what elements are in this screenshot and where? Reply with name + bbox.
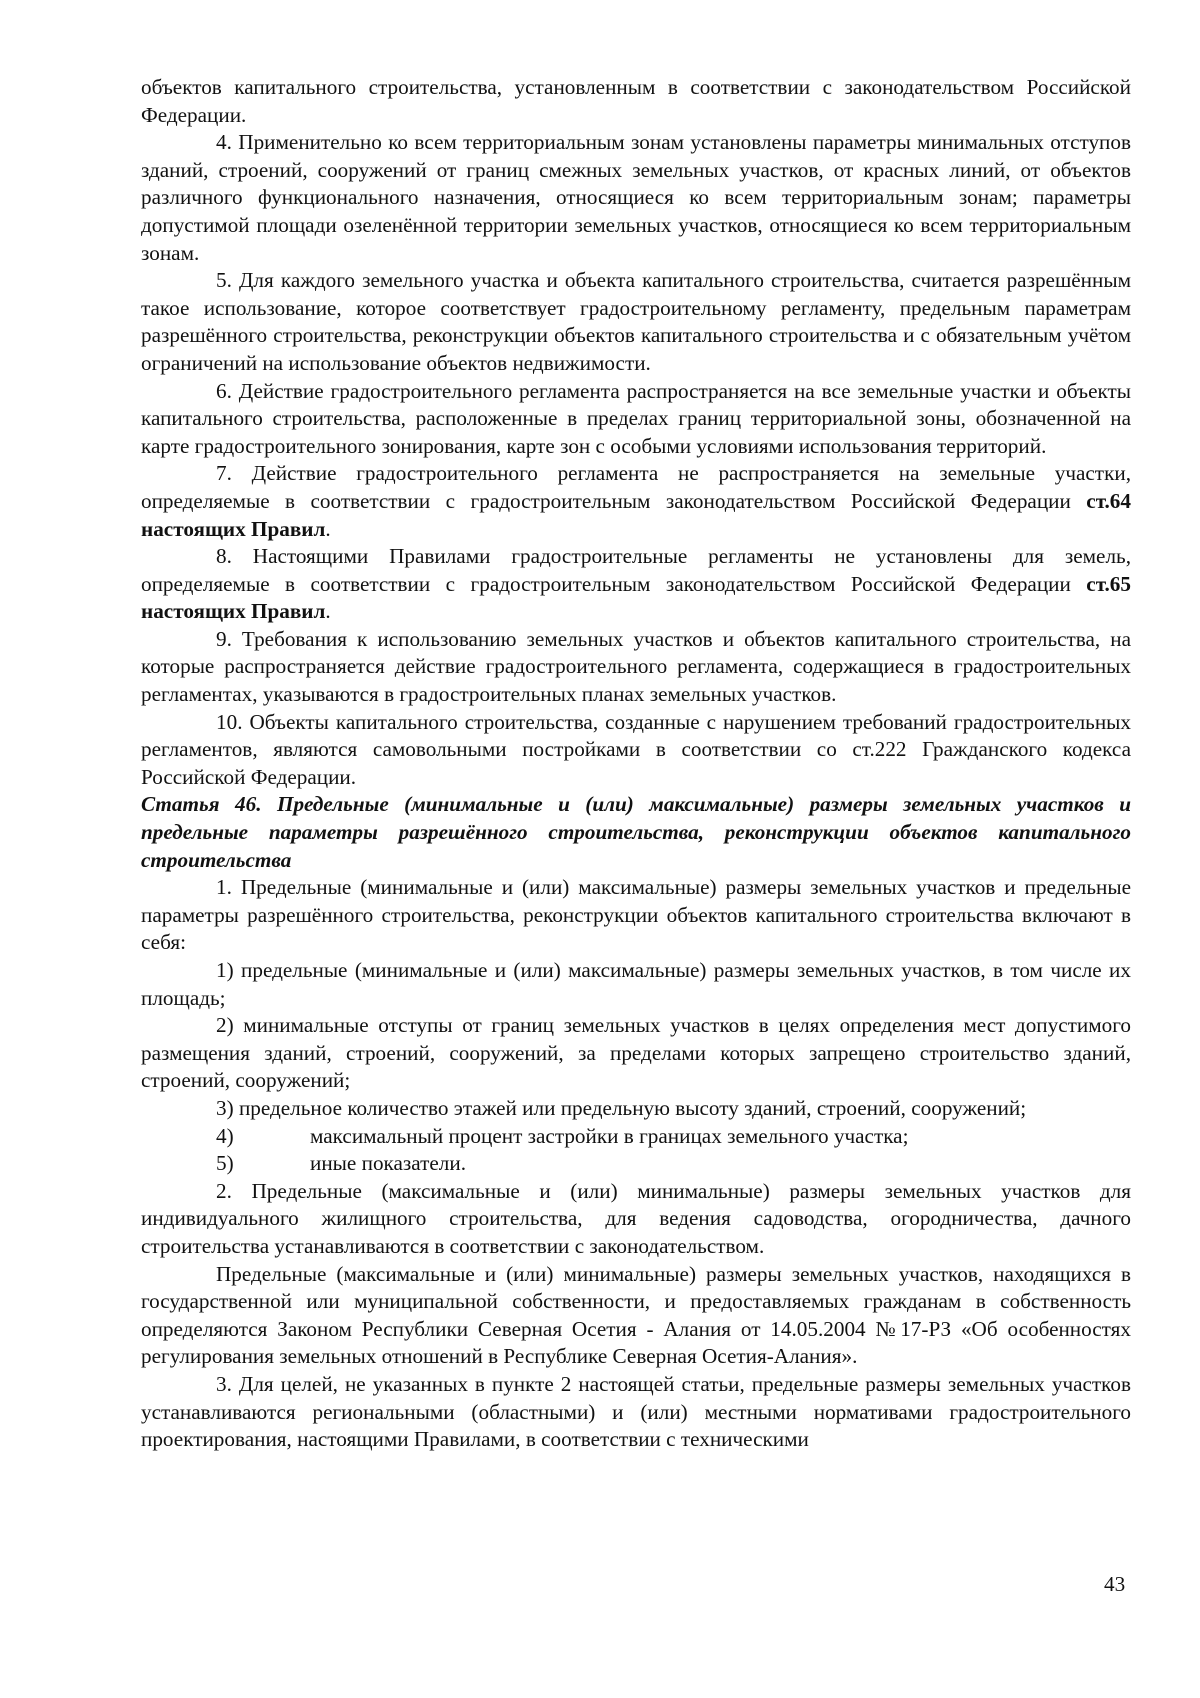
page-number: 43	[1104, 1572, 1126, 1596]
article-46-subitem-3: 3) предельное количество этажей или предельную высоту зданий, строений, сооружений;	[216, 1095, 1027, 1120]
paragraph-9: 9. Требования к использованию земельных участков и объектов капитального строительства, на которые распространяется действие градостроительного регламента, содержащиеся в градостроительных регламентах, указываются в градостроительных планах земельных участков.	[141, 626, 1131, 707]
paragraph-8	[141, 543, 1131, 626]
paragraph-8-text: 8. Настоящими Правилами градостроительные регламенты не установлены для земель, определяемые в соответствии с градостроительным законодательством Российской Федерации	[141, 544, 1131, 596]
paragraph-6: 6. Действие градостроительного регламента распространяется на все земельные участки и объекты капитального строительства, расположенные в пределах границ территориальной зоны, обозначенной на карте градостроительного зонирования, карте зон с особыми условиями использования территорий.	[141, 378, 1131, 458]
paragraph-7-text: 7. Действие градостроительного регламента не распространяется на земельные участки, определяемые в соответствии с градостроительным законодательством Российской Федерации	[141, 461, 1131, 513]
document-page	[141, 74, 1131, 1454]
article-46-item-2-continued: Предельные (максимальные и (или) минимальные) размеры земельных участков, находящихся в государственной или муниципальной собственности, и предоставляемых гражданам в собственность определяются Законом Республики Северная Осетия - Алания от 14.05.2004 №17-РЗ «Об особенностях регулирования земельных отношений в Республике Северная Осетия-Алания».	[141, 1261, 1131, 1369]
paragraph-4: 4. Применительно ко всем территориальным зонам установлены параметры минимальных отступов зданий, строений, сооружений от границ смежных земельных участков, от красных линий, от объектов различного функционального назначения, относящиеся ко всем территориальным зонам; параметры допустимой площади озеленённой территории земельных участков, относящиеся ко всем территориальным зонам.	[141, 130, 1131, 265]
paragraph-8-reference: ст.65 настоящих Правил	[141, 571, 1131, 624]
article-46-item-3: 3. Для целей, не указанных в пункте 2 настоящей статьи, предельные размеры земельных участков устанавливаются региональными (областными) и (или) местными нормативами градостроительного проектирования, настоящими Правилами, в соответствии с техническими	[141, 1371, 1131, 1452]
subitem-4-number: 4)	[216, 1123, 234, 1148]
paragraph-8-end: .	[325, 599, 331, 624]
paragraph-7-end: .	[325, 516, 331, 541]
article-46-subitem-1: 1) предельные (минимальные и (или) максимальные) размеры земельных участков, в том числе их площадь;	[141, 958, 1131, 1010]
paragraph-10: 10. Объекты капитального строительства, созданные с нарушением требований градостроительных регламентов, являются самовольными постройками в соответствии со ст.222 Гражданского кодекса Российской Федерации.	[141, 709, 1131, 789]
paragraph-5: 5. Для каждого земельного участка и объекта капитального строительства, считается разрешённым такое использование, которое соответствует градостроительному регламенту, предельным параметрам разрешённого строительства, реконструкции объектов капитального строительства и с обязательным учётом ограничений на использование объектов недвижимости.	[141, 268, 1131, 375]
article-46-item-1: 1. Предельные (минимальные и (или) максимальные) размеры земельных участков и предельные параметры разрешённого строительства, реконструкции объектов капитального строительства включают в себя:	[141, 875, 1131, 955]
article-46-subitem-5	[141, 1150, 1131, 1178]
article-46-subitem-4	[141, 1123, 1131, 1151]
article-46-heading: Статья 46. Предельные (минимальные и (или) максимальные) размеры земельных участков и предельные параметры разрешённого строительства, реконструкции объектов капитального строительства	[141, 792, 1131, 872]
paragraph-intro: объектов капитального строительства, установленным в соответствии с законодательством Российской Федерации.	[141, 75, 1131, 127]
article-46-item-2: 2. Предельные (максимальные и (или) минимальные) размеры земельных участков для индивидуального жилищного строительства, для ведения садоводства, огородничества, дачного строительства устанавливаются в соответствии с законодательством.	[141, 1178, 1131, 1258]
subitem-5-text: иные показатели.	[310, 1151, 467, 1176]
subitem-5-number: 5)	[216, 1151, 234, 1176]
paragraph-7-reference: ст.64 настоящих Правил	[141, 488, 1131, 541]
article-46-subitem-2: 2) минимальные отступы от границ земельных участков в целях определения мест допустимого размещения зданий, строений, сооружений, за пределами которых запрещено строительство зданий, строений, сооружений;	[141, 1013, 1131, 1093]
paragraph-7	[141, 460, 1131, 543]
subitem-4-text: максимальный процент застройки в границах земельного участка;	[310, 1123, 909, 1148]
